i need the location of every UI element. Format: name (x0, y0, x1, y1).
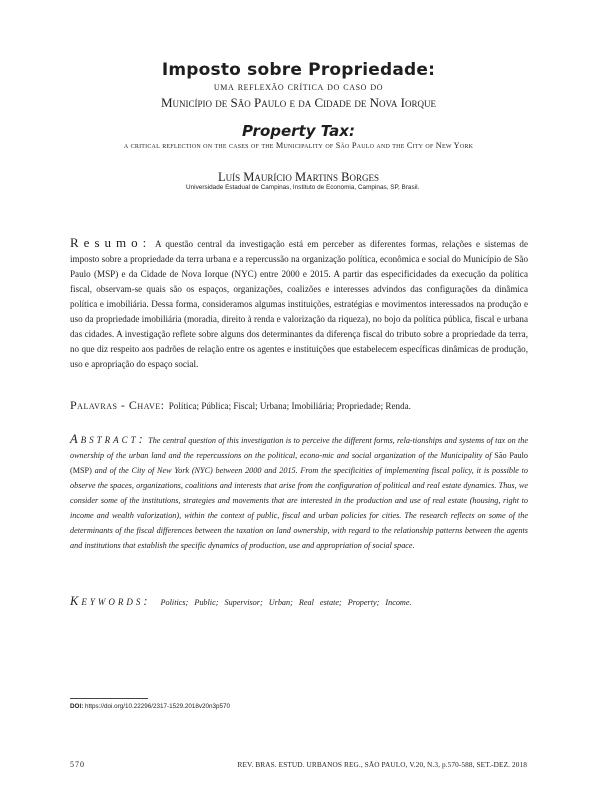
resumo-section (70, 235, 528, 372)
footnote-divider (70, 698, 148, 699)
article-title-portuguese: Imposto sobre Propriedade: (161, 60, 436, 80)
keywords-label: Keywords: (70, 594, 151, 608)
resumo-text: A questão central da investigação está em perceber as diferentes formas, relações e sistemas de imposto sobre a propriedade da terra urbana e a repercussão na organização política, econômica e social do Município de São Paulo (MSP) e da Cidade de Nova Iorque (NYC) entre 2000 e 2015. A partir das especificidades da execução da política fiscal, observam-se quais são os espaços, organizações, coalizões e interesses advindos das configurações da dinâmica política e imobiliária. Dessa forma, consideramos algumas instituições, estratégias e movimentos interessados na produção e uso da propriedade imobiliária (moradia, direito à renda e valorização da riqueza), no bojo da política pública, fiscal e urbana das cidades. A investigação reflete sobre alguns dos determinantes da diferença fiscal do tributo sobre a propriedade da terra, no que diz respeito aos padrões de relação entre os agentes e instituições que estabelecem específicas dinâmicas de produção, uso e apropriação do espaço social. (70, 239, 528, 369)
abstract-text-part-1: The central question of this investigation is to perceive the different forms, rela-tionships and systems of tax on the ownership of the urban land and the repercussions on the political, econo-mic and social organization of the Municipality of (70, 436, 528, 460)
doi-footnote (70, 703, 230, 710)
article-title-english: Property Tax: (242, 122, 355, 140)
palavras-chave-section (70, 398, 528, 413)
author-name: Luís Maurício Martins Borges (217, 170, 380, 184)
keywords-text: Politics; Public; Supervisor; Urban; Real estate; Property; Income. (160, 598, 412, 607)
palavras-chave-text: Política; Pública; Fiscal; Urbana; Imobiliária; Propriedade; Renda. (168, 401, 411, 411)
abstract-section (70, 432, 528, 553)
abstract-sao-paulo-name: São Paulo (MSP) (70, 451, 528, 475)
palavras-chave-label: Palavras - Chave: (70, 398, 165, 412)
article-subtitle-portuguese-line-2: Município de São Paulo e da Cidade de Nova Iorque (161, 95, 436, 110)
running-footer: REV. BRAS. ESTUD. URBANOS REG., SÃO PAULO, V.20, N.3, p.570-588, SET.-DEZ. 2018 (237, 760, 527, 769)
page-number: 570 (70, 760, 85, 769)
resumo-label: Resumo: (70, 235, 152, 250)
article-subtitle-portuguese-line-1: uma reflexão crítica do caso do (213, 81, 384, 93)
author-affiliation: Universidade Estadual de Campinas, Instituto de Economia, Campinas, SP, Brasil. (186, 184, 420, 191)
doi-link[interactable]: https://doi.org/10.22296/2317-1529.2018v20n3p570 (85, 703, 230, 710)
doi-label: DOI: (70, 703, 84, 710)
keywords-section (70, 594, 528, 609)
abstract-label: Abstract: (70, 432, 146, 446)
abstract-text-part-2: and of the City of New York (NYC) between 2000 and 2015. From the specificities of implementing fiscal policy, it is possible to observe the spaces, organizations, coalitions and interests that arise from the configuration of political and real estate dynamics. Thus, we consider some of the institutions, strategies and movements that are interested in the production and use of real estate (housing, right to income and wealth valorization), within the context of public, fiscal and urban policies for cities. The research reflects on some of the determinants of the fiscal differences between the taxation on land ownership, with regard to the relationship patterns between the agents and institutions that establish the specific dynamics of production, use and appropriation of social space. (70, 466, 528, 550)
article-subtitle-english: a critical reflection on the cases of the Municipality of São Paulo and the City of New York (123, 141, 474, 150)
